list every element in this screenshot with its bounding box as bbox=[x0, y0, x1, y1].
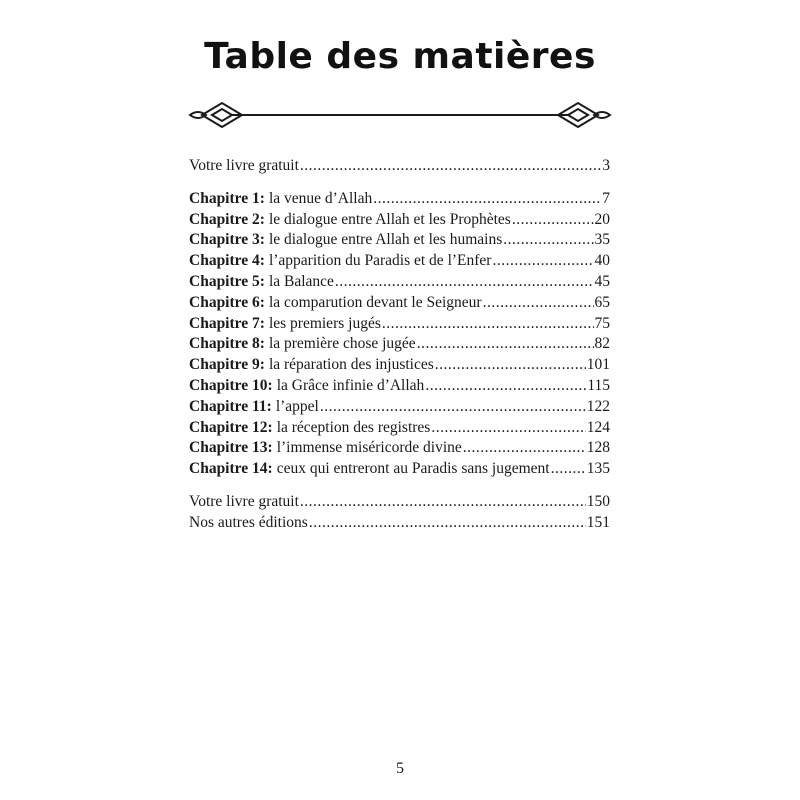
chapter-label: Chapitre 2 bbox=[189, 210, 260, 228]
decorative-divider bbox=[188, 98, 612, 132]
chapter-label: Chapitre 3 bbox=[189, 231, 260, 249]
toc-entry-chapter: Chapitre 7 : les premiers jugés ..... 75 bbox=[189, 314, 610, 335]
chapter-title: ceux qui entreront au Paradis sans jugement bbox=[276, 460, 550, 478]
page-number: 5 bbox=[396, 760, 404, 777]
chapter-title: le dialogue entre Allah et les humains bbox=[268, 231, 503, 249]
toc-entry-chapter: Chapitre 1 : la venue d’Allah ..... 7 bbox=[189, 189, 610, 210]
chapter-label: Chapitre 6 bbox=[189, 293, 260, 311]
chapter-page: 101 bbox=[586, 356, 610, 374]
toc-entry-chapter: Chapitre 8 : la première chose jugée ..... 82 bbox=[189, 334, 610, 355]
chapter-page: 40 bbox=[594, 252, 610, 270]
toc-entry-intro: Votre livre gratuit ..... 3 bbox=[189, 156, 610, 177]
chapter-page: 7 bbox=[602, 189, 610, 207]
chapter-title: l’appel bbox=[275, 397, 319, 415]
toc-entry-chapter: Chapitre 9 : la réparation des injustices ..... 101 bbox=[189, 355, 610, 376]
toc-entry-chapter: Chapitre 11 : l’appel ..... 122 bbox=[189, 397, 610, 418]
chapter-title: la Grâce infinie d’Allah bbox=[276, 376, 425, 394]
toc-entry-chapter: Chapitre 5 : la Balance ..... 45 bbox=[189, 272, 610, 293]
chapter-list bbox=[189, 189, 610, 480]
chapter-title: la réparation des injustices bbox=[268, 356, 434, 374]
chapter-title: la comparution devant le Seigneur bbox=[268, 293, 482, 311]
toc-entry-outro-1: Votre livre gratuit ..... 150 bbox=[189, 492, 610, 513]
chapter-label: Chapitre 1 bbox=[189, 189, 260, 207]
chapter-title: la première chose jugée bbox=[268, 335, 416, 353]
chapter-title: le dialogue entre Allah et les Prophètes bbox=[268, 210, 511, 228]
chapter-label: Chapitre 9 bbox=[189, 356, 260, 374]
chapter-page: 35 bbox=[594, 231, 610, 249]
chapter-title: la venue d’Allah bbox=[268, 189, 373, 207]
chapter-page: 20 bbox=[594, 210, 610, 228]
chapter-label: Chapitre 5 bbox=[189, 272, 260, 290]
chapter-label: Chapitre 11 bbox=[189, 397, 267, 415]
toc-entry-chapter: Chapitre 2 : le dialogue entre Allah et les Prophètes ..... 20 bbox=[189, 210, 610, 231]
chapter-label: Chapitre 12 bbox=[189, 418, 268, 436]
chapter-page: 135 bbox=[586, 460, 610, 478]
chapter-label: Chapitre 13 bbox=[189, 439, 268, 457]
toc-entry-chapter: Chapitre 4 : l’apparition du Paradis et de l’Enfer ..... 40 bbox=[189, 251, 610, 272]
toc-entry-outro-2: Nos autres éditions ..... 151 bbox=[189, 513, 610, 534]
toc-entry-chapter: Chapitre 6 : la comparution devant le Seigneur ..... 65 bbox=[189, 293, 610, 314]
toc-entry-chapter: Chapitre 3 : le dialogue entre Allah et les humains ..... 35 bbox=[189, 230, 610, 251]
table-of-contents bbox=[189, 156, 610, 534]
chapter-title: l’apparition du Paradis et de l’Enfer bbox=[268, 252, 492, 270]
chapter-label: Chapitre 14 bbox=[189, 460, 268, 478]
chapter-page: 82 bbox=[594, 335, 610, 353]
chapter-title: la Balance bbox=[268, 272, 334, 290]
chapter-page: 65 bbox=[594, 293, 610, 311]
chapter-title: les premiers jugés bbox=[268, 314, 381, 332]
toc-entry-chapter: Chapitre 10 : la Grâce infinie d’Allah ..... 115 bbox=[189, 376, 610, 397]
toc-entry-chapter: Chapitre 14 : ceux qui entreront au Paradis sans jugement ..... 135 bbox=[189, 459, 610, 480]
chapter-title: l’immense miséricorde divine bbox=[276, 439, 462, 457]
toc-entry-chapter: Chapitre 13 : l’immense miséricorde divine ..... 128 bbox=[189, 438, 610, 459]
chapter-title: la réception des registres bbox=[276, 418, 431, 436]
chapter-label: Chapitre 10 bbox=[189, 376, 268, 394]
page-title: Table des matières bbox=[204, 36, 596, 77]
chapter-label: Chapitre 4 bbox=[189, 252, 260, 270]
chapter-page: 122 bbox=[586, 397, 610, 415]
toc-entry-chapter: Chapitre 12 : la réception des registres ..... 124 bbox=[189, 418, 610, 439]
chapter-page: 115 bbox=[587, 376, 610, 394]
chapter-page: 75 bbox=[594, 314, 610, 332]
chapter-label: Chapitre 8 bbox=[189, 335, 260, 353]
chapter-page: 124 bbox=[586, 418, 610, 436]
chapter-label: Chapitre 7 bbox=[189, 314, 260, 332]
chapter-page: 45 bbox=[594, 272, 610, 290]
chapter-page: 128 bbox=[586, 439, 610, 457]
